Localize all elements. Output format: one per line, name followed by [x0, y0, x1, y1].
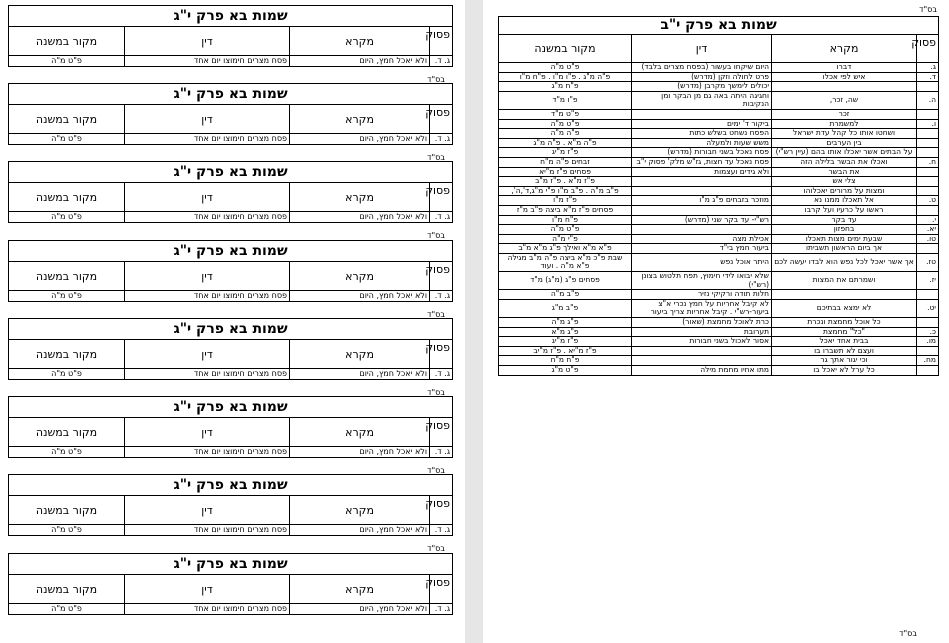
- header-pasuk: פסוק: [430, 262, 453, 291]
- table-row: [499, 148, 939, 158]
- cell-din: פסח מצרים חימוצו יום אחד: [125, 447, 290, 458]
- cell-pasuk: ג. ד.: [430, 291, 453, 302]
- cell-pasuk: [917, 290, 939, 300]
- table-row: [9, 56, 453, 67]
- cell-din: לא קיבל אחריות על חמץ נכרי א"צ ביעור-רש"י . קיבל אחריות צריך ביעור: [632, 299, 772, 317]
- table-row: [499, 205, 939, 215]
- cell-source: פ"א מ"א ואילך פ"ג מ"א מ"ב: [499, 244, 632, 254]
- table-row: [499, 299, 939, 317]
- table-row: [9, 134, 453, 145]
- cell-source: פ"ח מ"ג: [499, 82, 632, 92]
- cell-pasuk: [917, 244, 939, 254]
- cell-pasuk: [917, 148, 939, 158]
- cell-mikra: למשמרת: [772, 119, 917, 129]
- cell-din: הפסח נשחט בשלש כתות: [632, 129, 772, 139]
- main-table-body: [499, 63, 939, 376]
- header-mikra: מקרא: [290, 496, 430, 525]
- header-mikra: מקרא: [290, 418, 430, 447]
- mini-table-3: [8, 161, 453, 223]
- cell-pasuk: יט.: [917, 299, 939, 317]
- cell-din: היום שיקחו בעשור (בפסח מצרים בלבד): [632, 63, 772, 73]
- table-row: [9, 447, 453, 458]
- cell-din: וחגיגה היתה באה גם מן הבקר ומן הנקיבות: [632, 91, 772, 109]
- header-source: מקור במשנה: [9, 340, 125, 369]
- cell-mikra: לא ימצא בבתיכם: [772, 299, 917, 317]
- header-din: דין: [632, 35, 772, 63]
- cell-source: פ"ט מ"ה: [9, 212, 125, 223]
- cell-pasuk: [917, 177, 939, 187]
- cell-mikra: ולא יאכל חמץ, היום: [290, 604, 430, 615]
- cell-mikra: אך אשר יאכל לכל נפש הוא לבדו יעשה לכם: [772, 253, 917, 271]
- cell-din: יכולים לימשך מקרבן (מדרש): [632, 82, 772, 92]
- cell-din: ביעור חמץ בי"ד: [632, 244, 772, 254]
- cell-pasuk: מח.: [917, 356, 939, 366]
- table-row: [499, 82, 939, 92]
- header-din: דין: [125, 27, 290, 56]
- header-pasuk: פסוק: [430, 183, 453, 212]
- cell-mikra: ומצות על מרורים יאכלוהו: [772, 186, 917, 196]
- cell-mikra: ולא יאכל חמץ, היום: [290, 212, 430, 223]
- header-mark: בס"ד: [919, 5, 937, 14]
- header-mark: בס"ד: [427, 388, 445, 397]
- cell-din: [632, 177, 772, 187]
- mini-table-title: שמות בא פרק י"ג: [9, 241, 453, 262]
- cell-pasuk: ג. ד.: [430, 604, 453, 615]
- cell-din: פסח מצרים חימוצו יום אחד: [125, 604, 290, 615]
- cell-din: כרת לאוכל מחמצת (שאור): [632, 318, 772, 328]
- header-source: מקור במשנה: [9, 496, 125, 525]
- table-row: [9, 212, 453, 223]
- cell-pasuk: יז.: [917, 272, 939, 290]
- cell-pasuk: [917, 318, 939, 328]
- cell-mikra: אך ביום הראשון תשביתו: [772, 244, 917, 254]
- header-din: דין: [125, 183, 290, 212]
- cell-mikra: על הבתים אשר יאכלו אותו בהם (עיין רש"י): [772, 148, 917, 158]
- cell-source: פ"ט מ"ה: [9, 134, 125, 145]
- cell-pasuk: ג. ד.: [430, 447, 453, 458]
- header-mikra: מקרא: [290, 575, 430, 604]
- cell-source: זבחים פ"ה מ"ח: [499, 157, 632, 167]
- header-mikra: מקרא: [290, 105, 430, 134]
- cell-pasuk: ג.: [917, 63, 939, 73]
- left-page: [0, 0, 465, 643]
- cell-source: פ"ז מ"ו: [499, 196, 632, 206]
- header-din: דין: [125, 575, 290, 604]
- mini-table-1: [8, 5, 453, 67]
- cell-source: פ"ט מ"ה: [9, 369, 125, 380]
- cell-source: פ"ט מ"ה: [9, 447, 125, 458]
- cell-source: פ"ו מ"ד: [499, 91, 632, 109]
- table-row: [9, 369, 453, 380]
- header-pasuk: פסוק: [430, 105, 453, 134]
- mini-table-title: שמות בא פרק י"ג: [9, 319, 453, 340]
- header-mark: בס"ד: [427, 544, 445, 553]
- cell-din: היתר אוכל נפש: [632, 253, 772, 271]
- cell-din: פסח מצרים חימוצו יום אחד: [125, 56, 290, 67]
- table-row: [499, 272, 939, 290]
- table-row: [499, 63, 939, 73]
- cell-source: פסחים פ"ז מ"יא: [499, 167, 632, 177]
- cell-din: תערובת: [632, 327, 772, 337]
- cell-din: פסח נאכל עד חצות, גז"ש מלק' פסוק י"ב: [632, 157, 772, 167]
- cell-mikra: ולא יאכל חמץ, היום: [290, 134, 430, 145]
- header-din: דין: [125, 418, 290, 447]
- cell-source: פ"ז מ"א . פ"ז מ"ב: [499, 177, 632, 187]
- cell-din: אכילת מצה: [632, 234, 772, 244]
- cell-din: [632, 109, 772, 119]
- cell-source: פ"ח מ"ו: [499, 215, 632, 225]
- mini-table-4: [8, 240, 453, 302]
- cell-pasuk: טז.: [917, 253, 939, 271]
- header-source: מקור במשנה: [9, 183, 125, 212]
- mini-table-title: שמות בא פרק י"ג: [9, 397, 453, 418]
- mini-table-title: שמות בא פרק י"ג: [9, 475, 453, 496]
- header-mikra: מקרא: [290, 183, 430, 212]
- mini-table-title: שמות בא פרק י"ג: [9, 162, 453, 183]
- header-source: מקור במשנה: [9, 262, 125, 291]
- header-din: דין: [125, 496, 290, 525]
- cell-din: מתו אחיו מחמת מילה: [632, 366, 772, 376]
- cell-source: פ"ט מ"ה: [499, 119, 632, 129]
- mini-table-8: [8, 553, 453, 615]
- cell-source: פ"ט מ"ה: [9, 604, 125, 615]
- header-source: מקור במשנה: [499, 35, 632, 63]
- header-mark: בס"ד: [427, 466, 445, 475]
- cell-mikra: כל אוכל מחמצת ונכרת: [772, 318, 917, 328]
- table-row: [499, 318, 939, 328]
- table-row: [499, 157, 939, 167]
- header-mikra: מקרא: [290, 340, 430, 369]
- cell-source: פ"ט מ"ה: [499, 225, 632, 235]
- header-mikra: מקרא: [290, 27, 430, 56]
- cell-source: פ"ז מ"יא . פ"ז מ"יב: [499, 346, 632, 356]
- cell-din: רש"י- עד בקר שני (מדרש): [632, 215, 772, 225]
- cell-pasuk: [917, 366, 939, 376]
- cell-mikra: ולא יאכל חמץ, היום: [290, 56, 430, 67]
- cell-mikra: אל תאכלו ממנו נא: [772, 196, 917, 206]
- cell-mikra: בבית אחד יאכל: [772, 337, 917, 347]
- cell-pasuk: [917, 129, 939, 139]
- table-row: [499, 109, 939, 119]
- cell-pasuk: ג. ד.: [430, 369, 453, 380]
- table-row: [499, 366, 939, 376]
- cell-pasuk: [917, 138, 939, 148]
- cell-pasuk: יא.: [917, 225, 939, 235]
- header-pasuk: פסוק: [430, 418, 453, 447]
- mini-table-title: שמות בא פרק י"ג: [9, 84, 453, 105]
- cell-mikra: ועצם לא תשברו בו: [772, 346, 917, 356]
- cell-pasuk: מו.: [917, 337, 939, 347]
- cell-source: פ"ט מ"ה: [499, 63, 632, 73]
- table-row: [9, 604, 453, 615]
- cell-pasuk: ג. ד.: [430, 525, 453, 536]
- cell-mikra: וכי יגור אתך גר: [772, 356, 917, 366]
- mini-table-2: [8, 83, 453, 145]
- cell-pasuk: ח.: [917, 157, 939, 167]
- cell-source: פ"ה מ"ג . פ"ו מ"ו . פ"ח מ"ו: [499, 72, 632, 82]
- header-pasuk: פסוק: [430, 496, 453, 525]
- cell-mikra: [772, 290, 917, 300]
- table-row: [499, 91, 939, 109]
- cell-pasuk: [917, 205, 939, 215]
- cell-mikra: ואכלו את הבשר בלילה הזה: [772, 157, 917, 167]
- header-mark: בס"ד: [427, 153, 445, 162]
- cell-mikra: איש לפי אכלו: [772, 72, 917, 82]
- header-mark: בס"ד: [427, 310, 445, 319]
- cell-source: פ"ה מ"ה: [499, 129, 632, 139]
- cell-din: [632, 205, 772, 215]
- cell-source: פ"ט מ"ד: [499, 109, 632, 119]
- cell-source: פ"ב מ"ה: [499, 290, 632, 300]
- cell-din: מוזכר בזבחים פ"ג מ"ו: [632, 196, 772, 206]
- cell-din: משש שעות ולמעלה: [632, 138, 772, 148]
- cell-pasuk: ט.: [917, 196, 939, 206]
- cell-din: ולא גידים ועצמות: [632, 167, 772, 177]
- table-row: [499, 253, 939, 271]
- cell-mikra: ושמרתם את המצות: [772, 272, 917, 290]
- cell-mikra: צלי אש: [772, 177, 917, 187]
- cell-pasuk: [917, 82, 939, 92]
- header-mikra: מקרא: [290, 262, 430, 291]
- cell-din: פסח נאכל בשני חבורות (מדרש): [632, 148, 772, 158]
- cell-din: פסח מצרים חימוצו יום אחד: [125, 291, 290, 302]
- header-pasuk: פסוק: [917, 35, 939, 63]
- header-din: דין: [125, 340, 290, 369]
- cell-pasuk: טו.: [917, 234, 939, 244]
- header-source: מקור במשנה: [9, 575, 125, 604]
- cell-source: פ"ט מ"ה: [9, 291, 125, 302]
- table-row: [499, 244, 939, 254]
- cell-source: פ"ז מ"יג: [499, 148, 632, 158]
- cell-din: אסור לאכול בשני חבורות: [632, 337, 772, 347]
- cell-mikra: "כל" מחמצת: [772, 327, 917, 337]
- table-row: [499, 225, 939, 235]
- right-page: [483, 0, 949, 643]
- header-source: מקור במשנה: [9, 27, 125, 56]
- cell-din: חלות תודה ורקיקי נזיר: [632, 290, 772, 300]
- cell-source: פ"ג מ"ה: [499, 318, 632, 328]
- table-row: [9, 291, 453, 302]
- cell-source: פ"ט מ"ג: [499, 366, 632, 376]
- cell-pasuk: [917, 167, 939, 177]
- main-table-title: שמות בא פרק י"ב: [499, 17, 939, 35]
- table-row: [499, 337, 939, 347]
- cell-source: פ"ב מ"ה . פ"ב מ"ו פ"י מ"ג,ד',ה',: [499, 186, 632, 196]
- cell-mikra: ולא יאכל חמץ, היום: [290, 525, 430, 536]
- table-row: [499, 177, 939, 187]
- header-pasuk: פסוק: [430, 575, 453, 604]
- footer-mark: בס"ד: [899, 629, 917, 638]
- mini-table-5: [8, 318, 453, 380]
- cell-pasuk: ג. ד.: [430, 212, 453, 223]
- cell-source: פסחים פ"ג (מ"ג) מ"ד: [499, 272, 632, 290]
- cell-din: פסח מצרים חימוצו יום אחד: [125, 134, 290, 145]
- cell-pasuk: ד.: [917, 72, 939, 82]
- table-row: [499, 196, 939, 206]
- cell-mikra: ושחטו אותו כל קהל עדת ישראל: [772, 129, 917, 139]
- header-source: מקור במשנה: [9, 418, 125, 447]
- table-row: [499, 129, 939, 139]
- cell-pasuk: ג. ד.: [430, 56, 453, 67]
- cell-mikra: בחפזון: [772, 225, 917, 235]
- cell-pasuk: י.: [917, 215, 939, 225]
- cell-pasuk: [917, 109, 939, 119]
- header-pasuk: פסוק: [430, 27, 453, 56]
- cell-source: פ"ט מ"ה: [9, 56, 125, 67]
- mini-table-title: שמות בא פרק י"ג: [9, 554, 453, 575]
- cell-mikra: עד בקר: [772, 215, 917, 225]
- cell-pasuk: ו.: [917, 119, 939, 129]
- header-pasuk: פסוק: [430, 340, 453, 369]
- cell-mikra: את הבשר: [772, 167, 917, 177]
- cell-din: [632, 225, 772, 235]
- cell-source: פ"ה מ"א . פ"ה מ"ג: [499, 138, 632, 148]
- cell-mikra: דברו: [772, 63, 917, 73]
- cell-source: פ"ט מ"ה: [9, 525, 125, 536]
- cell-source: פ"ב מ"ג: [499, 299, 632, 317]
- cell-mikra: שבעת ימים מצות תאכלו: [772, 234, 917, 244]
- cell-mikra: זכר: [772, 109, 917, 119]
- mini-table-7: [8, 474, 453, 536]
- cell-mikra: ולא יאכל חמץ, היום: [290, 369, 430, 380]
- header-mikra: מקרא: [772, 35, 917, 63]
- cell-din: פסח מצרים חימוצו יום אחד: [125, 369, 290, 380]
- cell-source: פ"ג מ"א: [499, 327, 632, 337]
- cell-mikra: ולא יאכל חמץ, היום: [290, 447, 430, 458]
- cell-din: ביקור ד' ימים: [632, 119, 772, 129]
- cell-source: פ"ח מ"ח: [499, 356, 632, 366]
- cell-pasuk: ה.: [917, 91, 939, 109]
- cell-mikra: ראשו על כרעיו ועל קרבו: [772, 205, 917, 215]
- header-din: דין: [125, 262, 290, 291]
- cell-mikra: ולא יאכל חמץ, היום: [290, 291, 430, 302]
- cell-source: שבת פ"כ מ"א ביצה פ"ה מ"ב מגילה פ"א מ"ה . ועוד: [499, 253, 632, 271]
- table-row: [499, 290, 939, 300]
- header-mark: בס"ד: [427, 231, 445, 240]
- header-din: דין: [125, 105, 290, 134]
- cell-mikra: [772, 82, 917, 92]
- header-mark: בס"ד: [427, 75, 445, 84]
- cell-din: פרט לחולה וזקן (מדרש): [632, 72, 772, 82]
- mini-table-title: שמות בא פרק י"ג: [9, 6, 453, 27]
- cell-source: פ"י מ"ה: [499, 234, 632, 244]
- main-table: [498, 16, 939, 376]
- cell-mikra: כל ערל לא יאכל בו: [772, 366, 917, 376]
- cell-mikra: שה, זכר,: [772, 91, 917, 109]
- cell-din: פסח מצרים חימוצו יום אחד: [125, 212, 290, 223]
- cell-mikra: בין הערבים: [772, 138, 917, 148]
- table-row: [9, 525, 453, 536]
- mini-table-6: [8, 396, 453, 458]
- cell-din: פסח מצרים חימוצו יום אחד: [125, 525, 290, 536]
- cell-din: [632, 346, 772, 356]
- cell-pasuk: כ.: [917, 327, 939, 337]
- cell-source: פ"ז מ"יג: [499, 337, 632, 347]
- cell-pasuk: ג. ד.: [430, 134, 453, 145]
- cell-source: פסחים פ"ז מ"א ביצה פ"ב מ"ז: [499, 205, 632, 215]
- header-source: מקור במשנה: [9, 105, 125, 134]
- cell-din: שלא יבואו לידי חימוץ, תפח תלטוש בצונן (רש"י): [632, 272, 772, 290]
